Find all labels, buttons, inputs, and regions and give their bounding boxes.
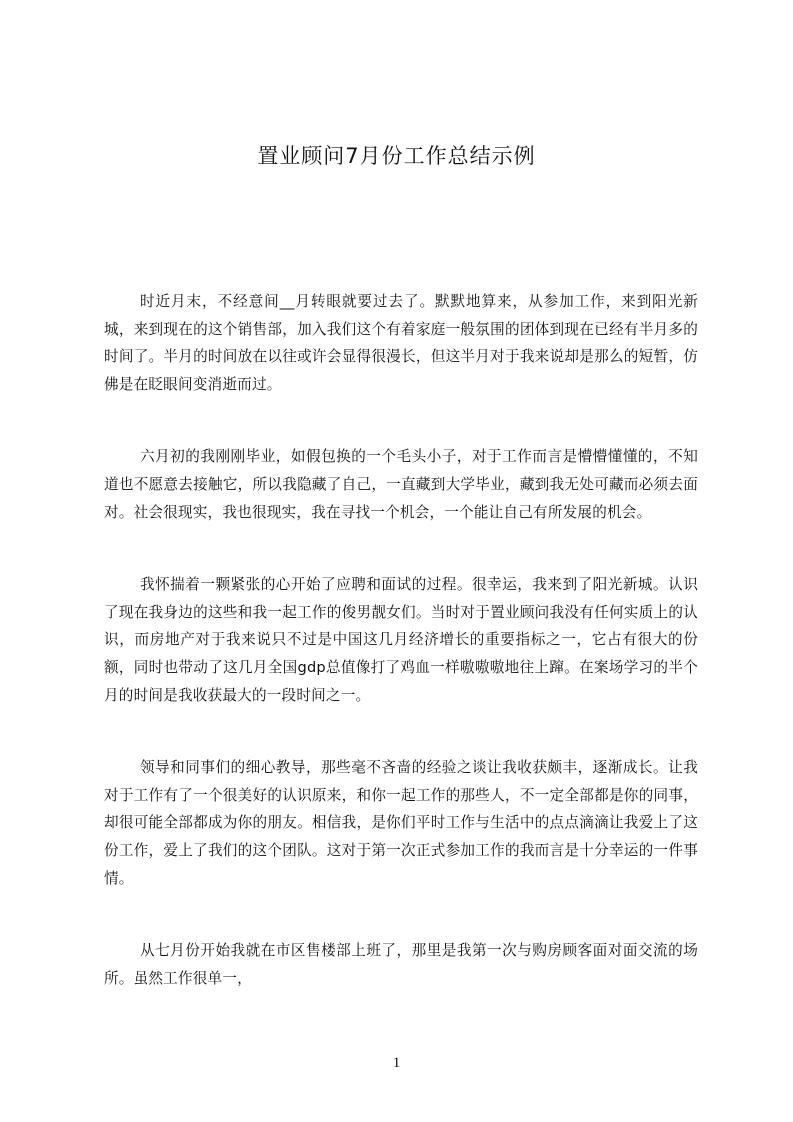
paragraph-1: 时近月末，不经意间__月转眼就要过去了。默默地算来，从参加工作，来到阳光新城，来到现在的这个销售部，加入我们这个有着家庭一般氛围的团体到现在已经有半月多的时间了。半月的时间放在以往或许会显得很漫长，但这半月对于我来说却是那么的短暂，仿佛是在眨眼间变消逝而过。 [104,293,698,393]
paragraph-3: 我怀揣着一颗紧张的心开始了应聘和面试的过程。很幸运，我来到了阳光新城。认识了现在我身边的这些和我一起工作的俊男靓女们。当时对于置业顾问我没有任何实质上的认识，而房地产对于我来说只不过是中国这几月经济增长的重要指标之一，它占有很大的份额，同时也带动了这几月全国gdp总值像打了鸡血一样嗷嗷嗷地往上蹿。在案场学习的半个月的时间是我收获最大的一段时间之一。 [104,576,698,704]
paragraph-2: 六月初的我刚刚毕业，如假包换的一个毛头小子，对于工作而言是懵懵懂懂的，不知道也不愿意去接触它，所以我隐藏了自己，一直藏到大学毕业，藏到我无处可藏而必须去面对。社会很现实，我也很现实，我在寻找一个机会，一个能让自己有所发展的机会。 [104,448,698,521]
page-number: 1 [392,1055,401,1071]
document-title: 置业顾问7月份工作总结示例 [257,144,536,168]
paragraph-4: 领导和同事们的细心教导，那些毫不吝啬的经验之谈让我收获颇丰，逐渐成长。让我对于工作有了一个很美好的认识原来，和你一起工作的那些人，不一定全部都是你的同事，却很可能全部都成为你的朋友。相信我，是你们平时工作与生活中的点点滴滴让我爱上了这份工作，爱上了我们的这个团队。这对于第一次正式参加工作的我而言是十分幸运的一件事情。 [104,759,698,887]
document-body [104,288,698,1037]
paragraph-5: 从七月份开始我就在市区售楼部上班了，那里是我第一次与购房顾客面对面交流的场所。虽然工作很单一， [104,942,698,987]
